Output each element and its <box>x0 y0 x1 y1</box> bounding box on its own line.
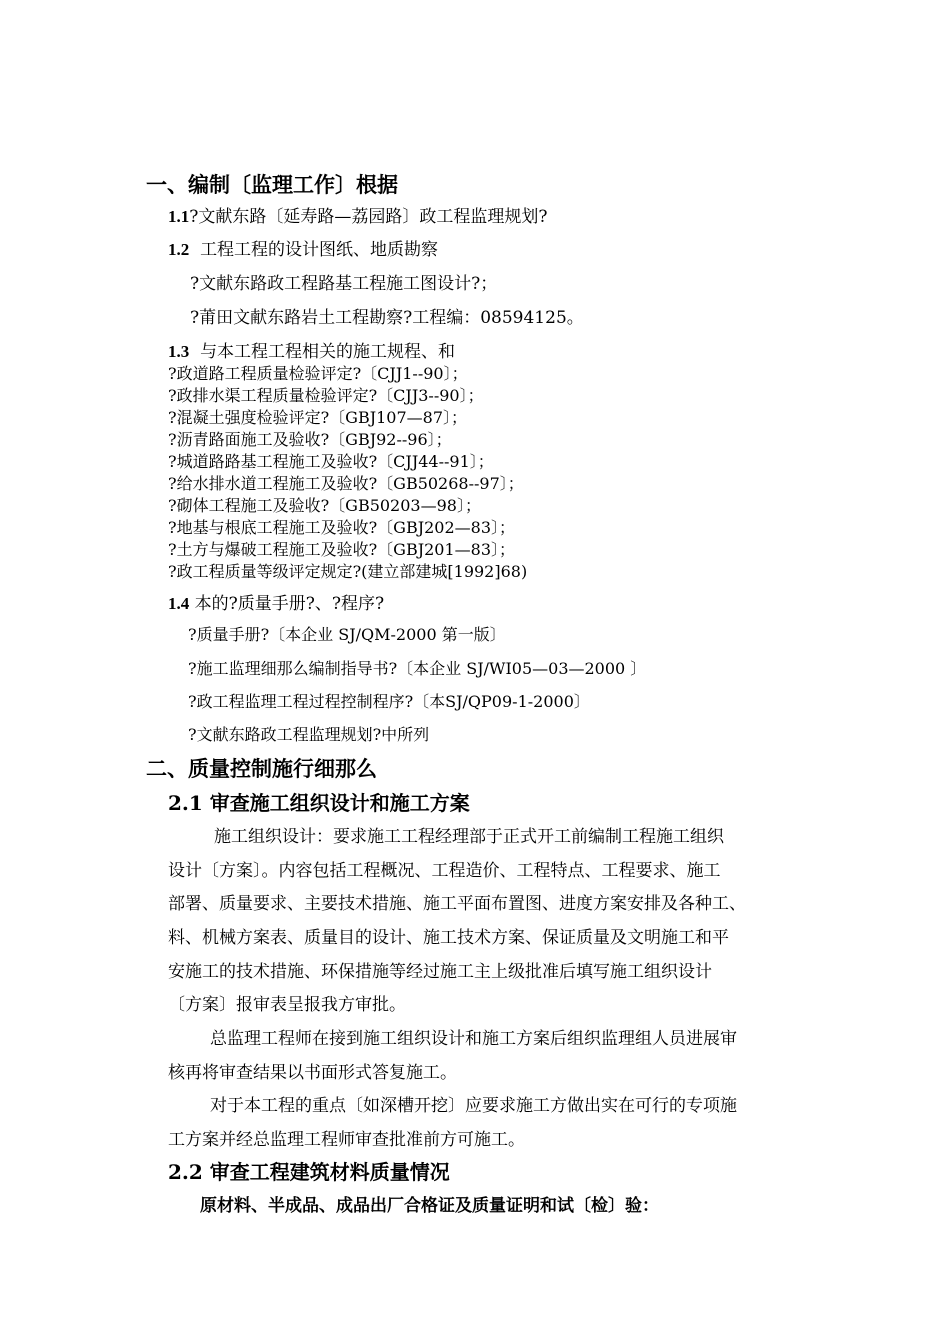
item-1-2 <box>168 235 438 260</box>
paragraph-line: 总监理工程师在接到施工组织设计和施工方案后组织监理组人员进展审 <box>210 1029 737 1049</box>
standard-ref-line: ?地基与根底工程施工及验收?〔GBJ202—83〕； <box>168 518 516 537</box>
paragraph-line: 料、机械方案表、质量目的设计、施工技术方案、保证质量及文明施工和平 <box>168 928 729 948</box>
manual-ref-line: ?施工监理细那么编制指导书?〔本企业 SJ/WI05—03—2000 〕 <box>188 659 647 678</box>
section-heading-quality-control: 二、质量控制施行细那么 <box>146 756 377 781</box>
paragraph-line: 核再将审查结果以书面形式答复施工。 <box>168 1063 457 1083</box>
item-text: ?文献东路〔延寿路—荔园路〕政工程监理规划? <box>189 207 548 227</box>
item-1-2-line: ?莆田文献东路岩土工程勘察?工程编：08594125。 <box>190 308 584 328</box>
standard-ref-line: ?政工程质量等级评定规定?(建立部建城[1992]68) <box>168 562 528 581</box>
materials-certificate-line: 原材料、半成品、成品出厂合格证及质量证明和试〔检〕验： <box>200 1196 659 1216</box>
item-number: 1.3 <box>168 342 190 361</box>
standard-ref-line: ?混凝土强度检验评定?〔GBJ107—87〕； <box>168 408 468 427</box>
item-text: 与本工程工程相关的施工规程、和 <box>200 342 456 362</box>
item-text: 本的?质量手册?、?程序? <box>194 594 385 614</box>
manual-ref-line: ?政工程监理工程过程控制程序?〔本SJ/QP09-1-2000〕 <box>188 692 590 711</box>
section-heading-basis: 一、编制〔监理工作〕根据 <box>146 172 398 197</box>
item-1-1 <box>168 202 547 227</box>
item-1-3 <box>168 337 455 362</box>
paragraph-line: 设计〔方案〕。内容包括工程概况、工程造价、工程特点、工程要求、施工 <box>168 861 721 881</box>
standard-ref-line: ?政道路工程质量检验评定?〔CJJ1--90〕； <box>168 364 468 383</box>
standard-ref-line: ?政排水渠工程质量检验评定?〔CJJ3--90〕； <box>168 386 484 405</box>
subsection-heading-2-1: 2.1 审查施工组织设计和施工方案 <box>168 791 470 815</box>
standard-ref-line: ?城道路路基工程施工及验收?〔CJJ44--91〕； <box>168 452 494 471</box>
standard-ref-line: ?土方与爆破工程施工及验收?〔GBJ201—83〕； <box>168 540 516 559</box>
manual-ref-line: ?文献东路政工程监理规划?中所列 <box>188 725 430 744</box>
subsection-heading-2-2: 2.2 审查工程建筑材料质量情况 <box>168 1160 450 1184</box>
paragraph-line: 对于本工程的重点〔如深槽开挖〕应要求施工方做出实在可行的专项施 <box>210 1096 737 1116</box>
item-1-2-line: ?文献东路政工程路基工程施工图设计?； <box>190 274 498 294</box>
item-number: 1.4 <box>168 594 190 613</box>
manual-ref-line: ?质量手册?〔本企业 SJ/QM-2000 第一版〕 <box>188 625 506 644</box>
item-1-4 <box>168 589 384 614</box>
item-number: 1.1 <box>168 207 190 226</box>
standard-ref-line: ?砌体工程施工及验收?〔GB50203—98〕； <box>168 496 481 515</box>
paragraph-line: 施工组织设计：要求施工工程经理部于正式开工前编制工程施工组织 <box>214 827 724 847</box>
paragraph-line: 〔方案〕报审表呈报我方审批。 <box>168 995 406 1015</box>
item-text: 工程工程的设计图纸、地质勘察 <box>200 240 439 260</box>
paragraph-line: 安施工的技术措施、环保措施等经过施工主上级批准后填写施工组织设计 <box>168 962 712 982</box>
standard-ref-line: ?沥青路面施工及验收?〔GBJ92--96〕； <box>168 430 452 449</box>
standard-ref-line: ?给水排水道工程施工及验收?〔GB50268--97〕； <box>168 474 524 493</box>
paragraph-line: 工方案并经总监理工程师审查批准前方可施工。 <box>168 1130 525 1150</box>
paragraph-line: 部署、质量要求、主要技术措施、施工平面布置图、进度方案安排及各种工、 <box>168 894 746 914</box>
item-number: 1.2 <box>168 240 190 259</box>
